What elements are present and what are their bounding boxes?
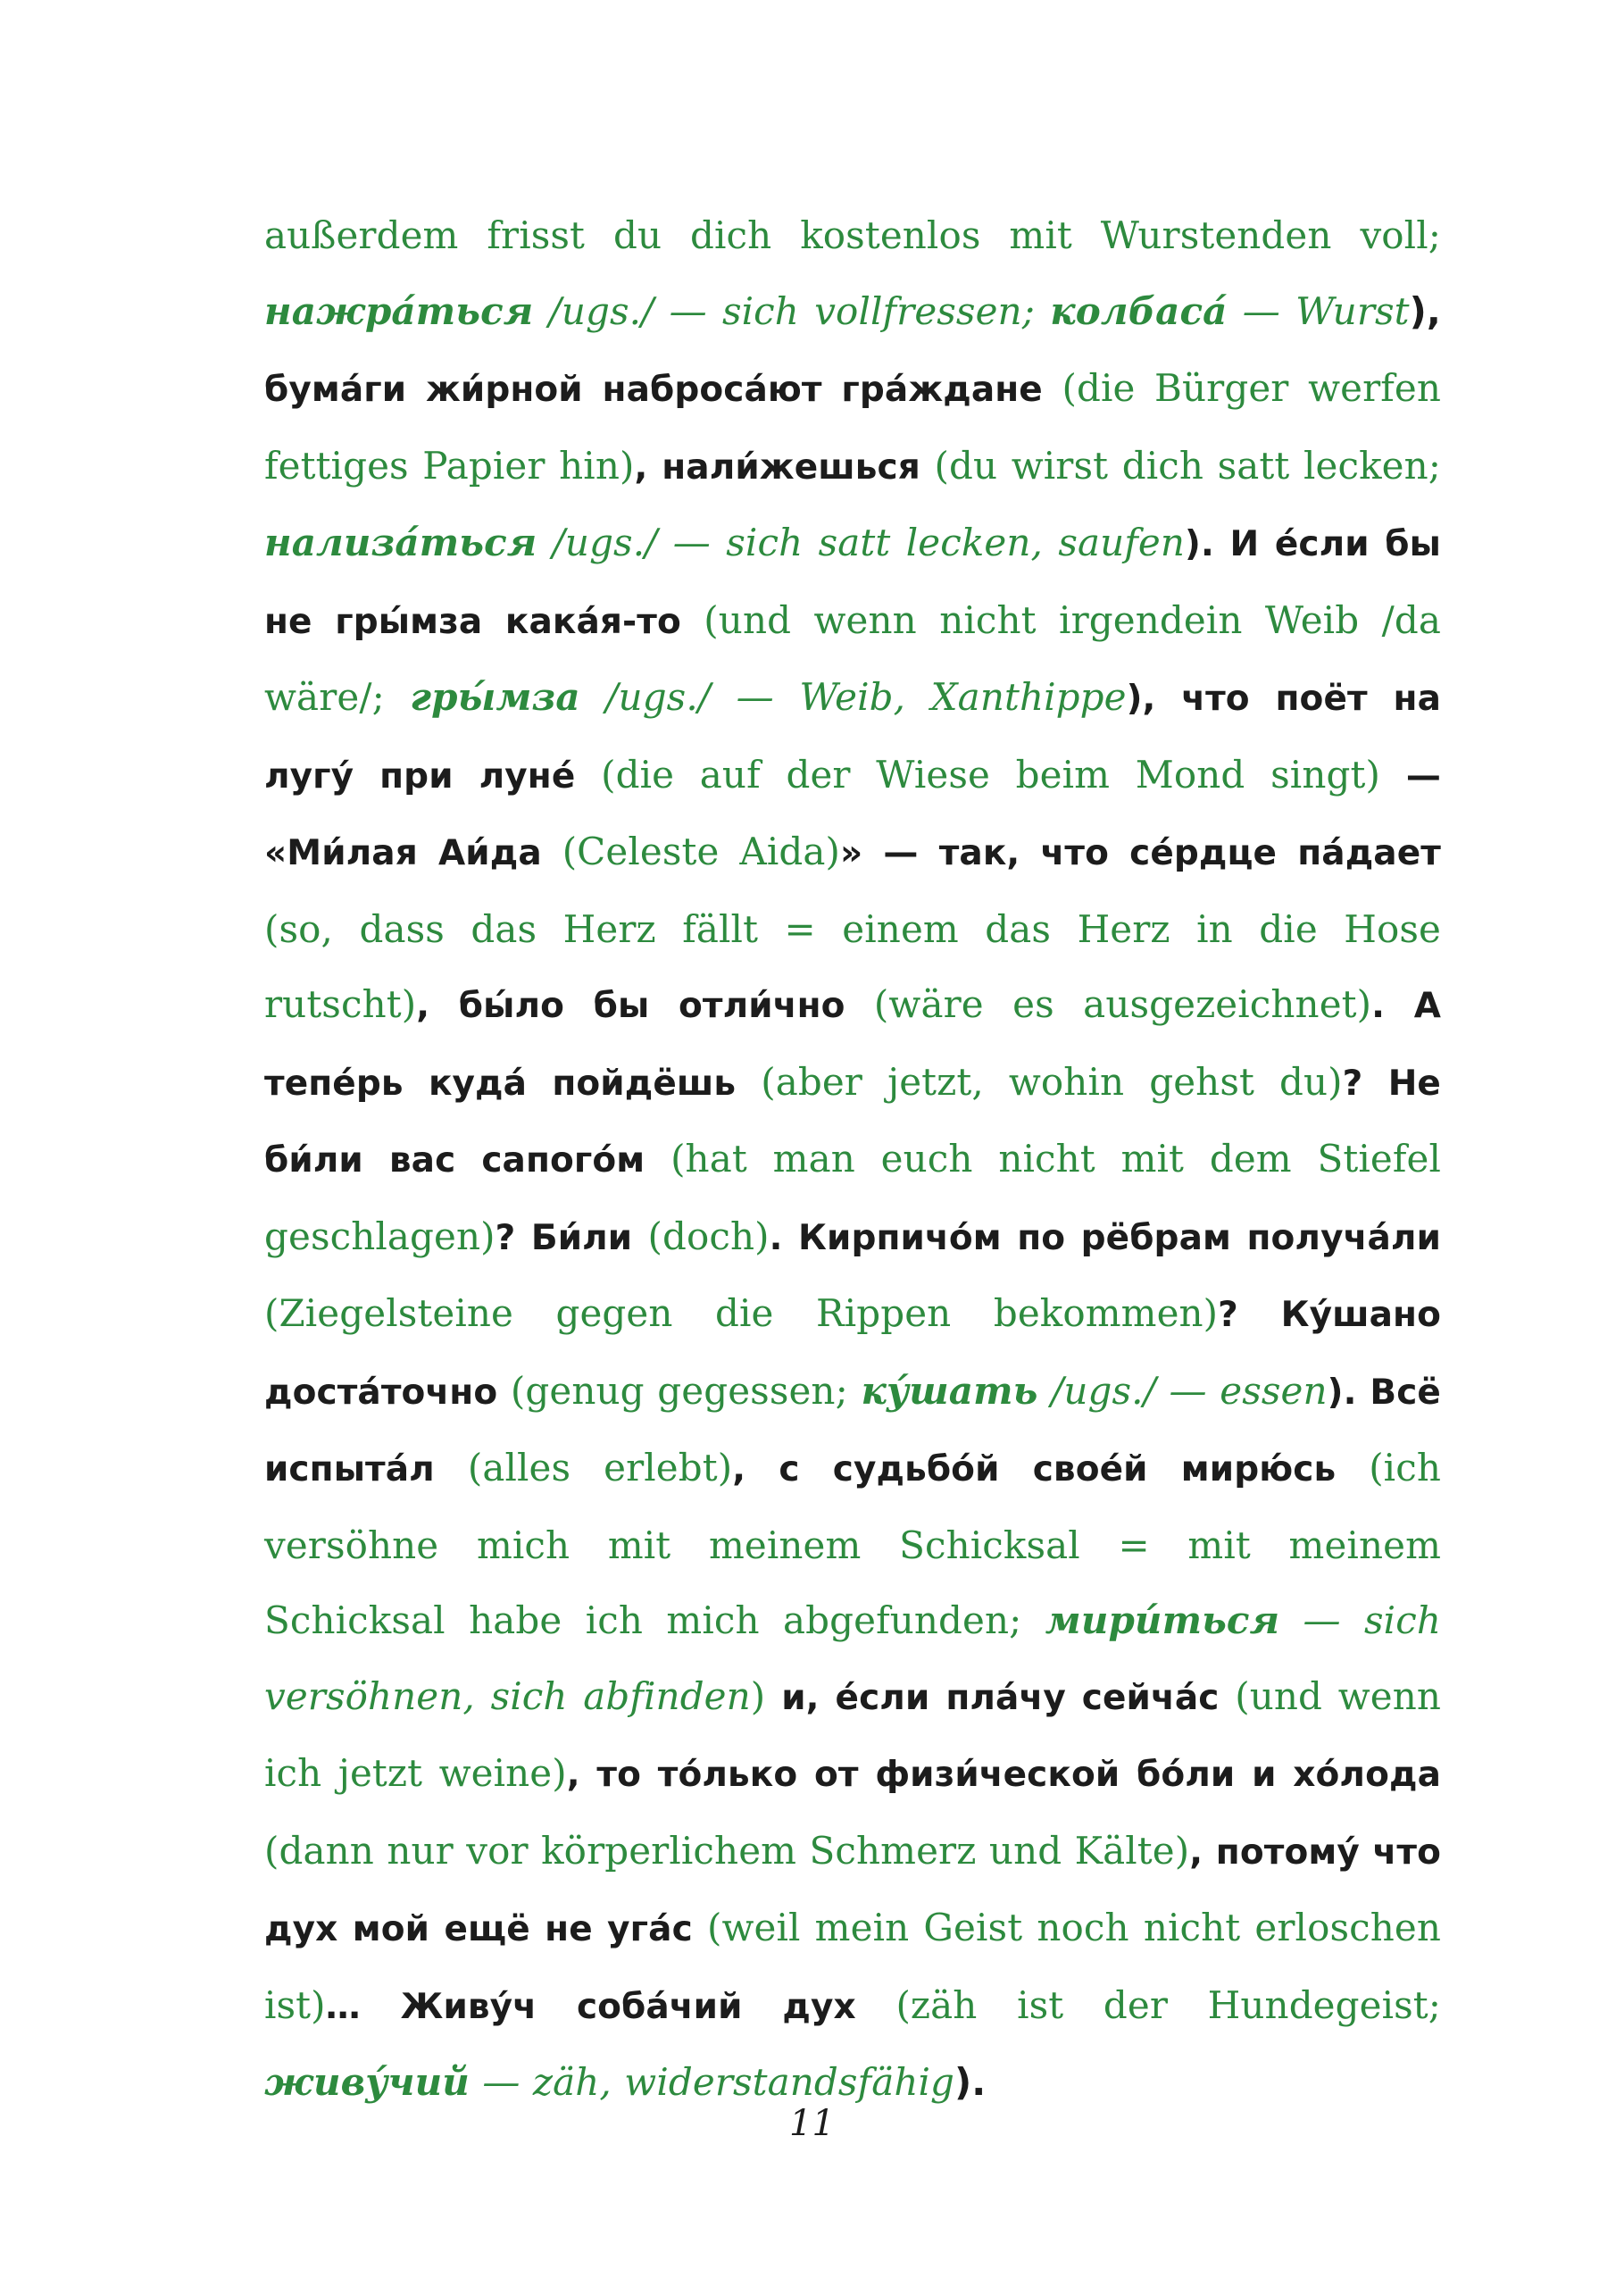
russian-text: , с судьбо́й свое́й мирю́сь <box>732 1449 1337 1489</box>
russian-text: и, е́сли пла́чу сейча́с <box>765 1677 1220 1718</box>
russian-text: ). Всё испыта́л <box>264 1372 1441 1489</box>
german-translation: (hat man euch nicht mit dem Stiefel geschlagen) <box>264 1137 1441 1258</box>
german-translation: (weil mein Geist noch nicht erloschen ist) <box>264 1906 1441 2027</box>
glossary-term: гры́мза <box>410 675 580 719</box>
glossary-definition: — zäh, widerstandsfähig <box>469 2060 955 2104</box>
russian-text: , нали́жешься <box>634 446 920 488</box>
body-paragraph <box>264 198 1441 2121</box>
glossary-term: живу́чий <box>264 2060 470 2104</box>
russian-text: … Живу́ч соба́чий дух <box>325 1986 856 2027</box>
german-translation: (so, dass das Herz fällt = einem das Herz in die Hose rutscht) <box>264 906 1441 1026</box>
russian-text: » — так, что се́рдце па́дает <box>839 833 1441 873</box>
german-translation: (Celeste Aida) <box>541 830 840 873</box>
russian-text: ? Ку́шано доста́точно <box>264 1295 1441 1413</box>
russian-text: ), что поёт на лугу́ при луне́ <box>264 679 1441 797</box>
russian-text: . Кирпичо́м по рёбрам получа́ли <box>769 1217 1441 1258</box>
german-translation: (aber jetzt, wohin gehst du) <box>736 1059 1343 1104</box>
german-translation: (wäre es ausgezeichnet) <box>845 982 1372 1026</box>
german-translation: (alles erlebt) <box>434 1446 733 1489</box>
glossary-definition: — sich versöhnen, sich abfinden <box>264 1598 1441 1718</box>
german-translation: (ich versöhne mich mit meinem Schicksal = mit meinem Schicksal habe ich mich abgefunden; <box>264 1446 1441 1642</box>
german-translation: außerdem frisst du dich kostenlos mit Wurstenden voll; <box>264 213 1441 257</box>
german-translation: ) <box>750 1673 766 1718</box>
german-translation: (die auf der Wiese beim Mond singt) <box>575 752 1380 797</box>
russian-text: ? Не би́ли вас сапого́м <box>264 1063 1441 1181</box>
german-translation: (dann nur vor körperlichem Schmerz und Kälte) <box>264 1828 1190 1873</box>
german-translation: (doch) <box>632 1214 770 1258</box>
russian-text: ). И е́сли бы не гры́мза кака́я-то <box>264 524 1441 642</box>
glossary-term: колбаса́ <box>1050 288 1228 333</box>
glossary-term: нажра́ться <box>264 288 534 333</box>
russian-text: , потому́ что дух мой ещё не уга́с <box>264 1832 1441 1949</box>
german-translation: (und wenn nicht irgendein Weib /da wäre/; <box>264 597 1441 719</box>
russian-text: ? Би́ли <box>495 1217 633 1258</box>
german-translation: (und wenn ich jetzt weine) <box>264 1673 1442 1795</box>
russian-text: бума́ги жи́рной наброса́ют гра́ждане <box>264 370 1043 410</box>
russian-text: — «Ми́лая Аи́да <box>264 755 1441 873</box>
german-translation: (du wirst dich satt lecken; <box>920 443 1441 488</box>
glossary-term: ку́шать <box>861 1368 1038 1413</box>
russian-text: . А тепе́рь куда́ пойдёшь <box>264 986 1441 1104</box>
punctuation: ), <box>1409 288 1441 333</box>
german-translation: (Ziegelsteine gegen die Rippen bekommen) <box>264 1291 1219 1335</box>
russian-text: , бы́ло бы отли́чно <box>416 986 845 1026</box>
glossary-definition: /ugs./ — sich satt lecken, saufen <box>537 521 1186 564</box>
glossary-term: мири́ться <box>1045 1598 1280 1642</box>
glossary-definition: /ugs./ — sich vollfressen; <box>533 288 1051 333</box>
page-number: 11 <box>789 2103 835 2144</box>
punctuation: ). <box>954 2060 987 2104</box>
russian-text: , то то́лько от физи́ческой бо́ли и хо́лода <box>566 1755 1441 1795</box>
glossary-definition: /ugs./ — Weib, Xanthippe <box>579 675 1127 719</box>
german-translation: (zäh ist der Hundegeist; <box>855 1982 1441 2027</box>
glossary-definition: /ugs./ — essen <box>1037 1368 1328 1413</box>
german-translation: (genug gegessen; <box>497 1368 862 1413</box>
glossary-term: нализа́ться <box>264 521 537 564</box>
german-translation: (die Bürger werfen fettiges Papier hin) <box>264 366 1441 488</box>
glossary-definition: — Wurst <box>1227 288 1410 333</box>
